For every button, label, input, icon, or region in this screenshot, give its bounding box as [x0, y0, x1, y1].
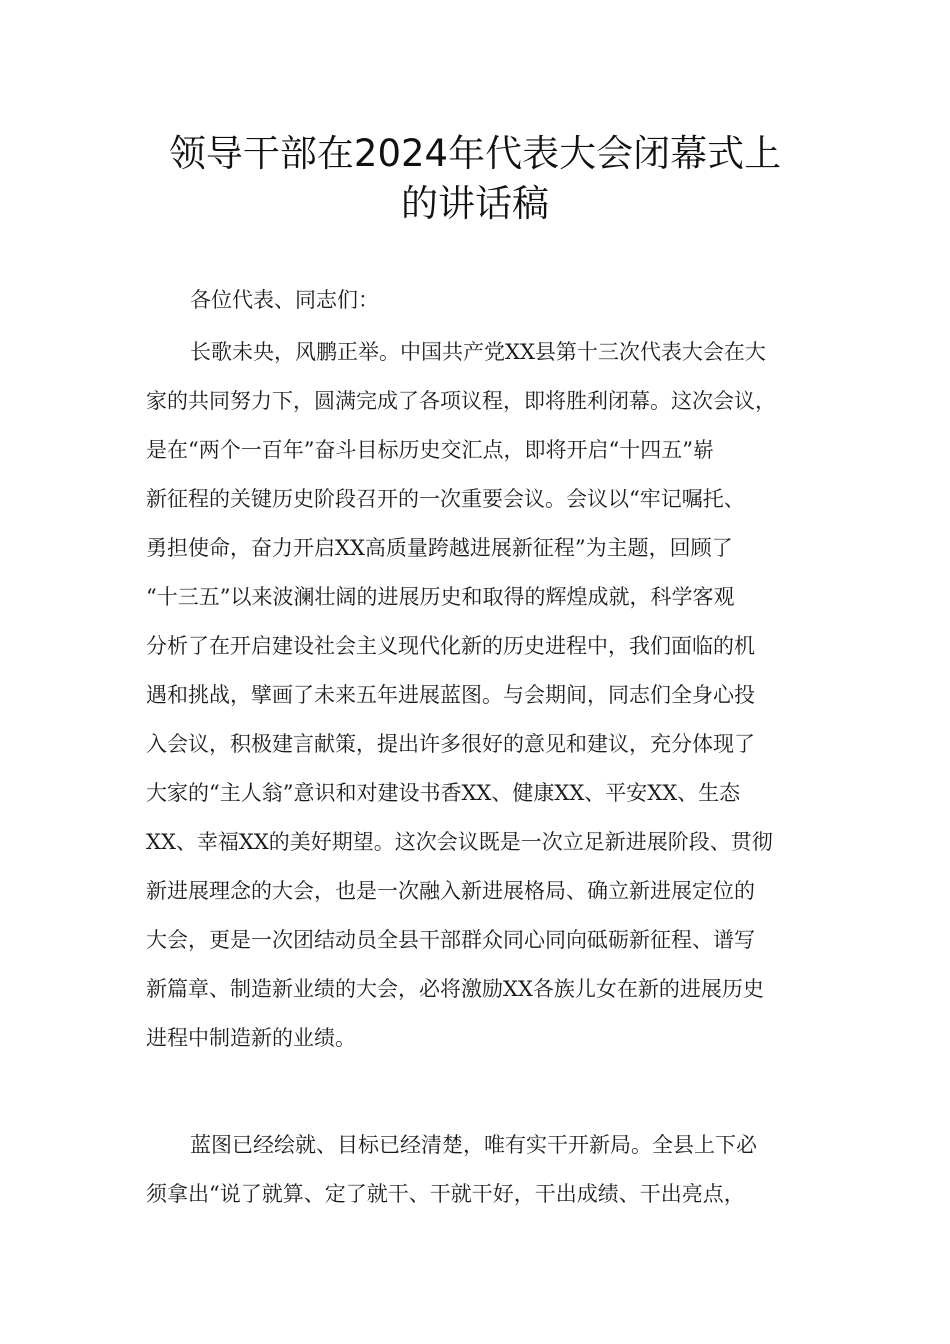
paragraph-line: “十三五”以来波澜壮阔的进展历史和取得的辉煌成就，科学客观 — [146, 585, 735, 609]
paragraph-line: 家的共同努力下，圆满完成了各项议程，即将胜利闭幕。这次会议， — [146, 389, 776, 413]
paragraph-line: 分析了在开启建设社会主义现代化新的历史进程中，我们面临的机 — [146, 634, 755, 658]
salutation: 各位代表、同志们： — [190, 288, 379, 312]
paragraph-line: 新进展理念的大会，也是一次融入新进展格局、确立新进展定位的 — [146, 879, 755, 903]
paragraph-line: 大会，更是一次团结动员全县干部群众同心同向砥砺新征程、谱写 — [146, 928, 755, 952]
paragraph-line: 进程中制造新的业绩。 — [146, 1026, 356, 1050]
paragraph-line: 勇担使命，奋力开启XX高质量跨越进展新征程”为主题，回顾了 — [146, 536, 733, 560]
paragraph-line: 新篇章、制造新业绩的大会，必将激励XX各族儿女在新的进展历史 — [146, 977, 764, 1001]
paragraph-line: 遇和挑战，擘画了未来五年进展蓝图。与会期间，同志们全身心投 — [146, 683, 755, 707]
paragraph-line: 是在“两个一百年”奋斗目标历史交汇点，即将开启“十四五”崭 — [146, 438, 714, 462]
paragraph-line: 须拿出“说了就算、定了就干、干就干好，干出成绩、干出亮点， — [146, 1182, 745, 1206]
paragraph-line: 长歌未央，风鹏正举。中国共产党XX县第十三次代表大会在大 — [190, 340, 766, 364]
document-title-line-1: 领导干部在2024年代表大会闭幕式上 — [168, 132, 782, 175]
paragraph-line: XX、幸福XX的美好期望。这次会议既是一次立足新进展阶段、贯彻 — [146, 830, 773, 854]
document-title-line-2: 的讲话稿 — [401, 182, 549, 225]
paragraph-line: 大家的“主人翁”意识和对建设书香XX、健康XX、平安XX、生态 — [146, 781, 741, 805]
paragraph-line: 新征程的关键历史阶段召开的一次重要会议。会议以“牢记嘱托、 — [146, 487, 745, 511]
paragraph-line: 蓝图已经绘就、目标已经清楚，唯有实干开新局。全县上下必 — [190, 1133, 757, 1157]
paragraph-line: 入会议，积极建言献策，提出许多很好的意见和建议，充分体现了 — [146, 732, 755, 756]
